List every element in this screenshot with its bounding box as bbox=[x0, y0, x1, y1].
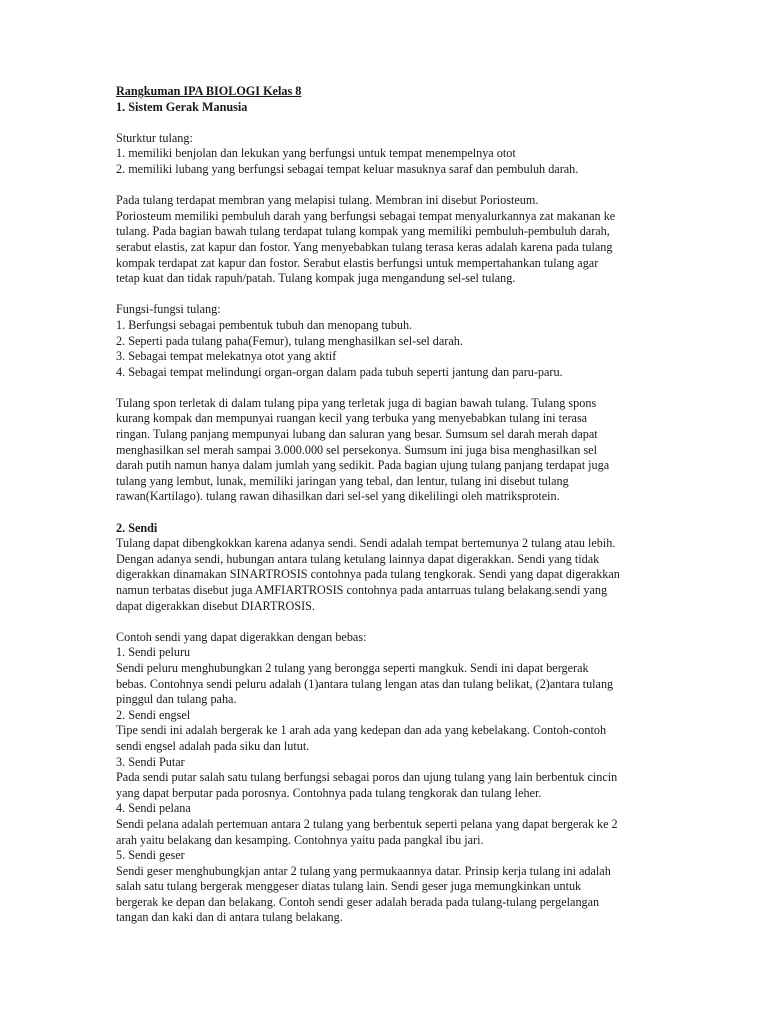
text-line: rawan(Kartilago). tulang rawan dihasilkan dari sel-sel yang dikelilingi oleh matriksprotein. bbox=[116, 489, 560, 504]
text-line: kompak terdapat zat kapur dan fostor. Serabut elastis berfungsi untuk mempertahankan tulang agar bbox=[116, 255, 599, 270]
text-line: namun terbatas disebut juga AMFIARTROSIS contohnya pada antarruas tulang belakang.sendi yang bbox=[116, 583, 608, 597]
paragraph-tulang-spon bbox=[116, 396, 668, 505]
joint-sendi-putar bbox=[116, 755, 668, 802]
joint-sendi-engsel bbox=[116, 708, 668, 755]
text-line: Poriosteum memiliki pembuluh darah yang berfungsi sebagai tempat menyalurkannya zat makanan ke bbox=[116, 208, 616, 223]
text-line: tetap kuat dan tidak rapuh/patah. Tulang kompak juga mengandung sel-sel tulang. bbox=[116, 271, 516, 286]
list-item: 3. Sebagai tempat melekatnya otot yang aktif bbox=[116, 349, 337, 364]
joint-name: 1. Sendi peluru bbox=[116, 645, 191, 660]
text-line: Tulang spon terletak di dalam tulang pipa yang terletak juga di bagian bawah tulang. Tulang spons bbox=[116, 395, 597, 410]
text-line: tulang yang lembut, lunak, memiliki jaringan yang tebal, dan lentur, tulang ini disebut tulang bbox=[116, 473, 569, 488]
fungsi-list bbox=[116, 318, 668, 380]
joint-name: 2. Sendi engsel bbox=[116, 707, 191, 722]
list-item: 1. Berfungsi sebagai pembentuk tubuh dan menopang tubuh. bbox=[116, 317, 413, 332]
joint-sendi-geser bbox=[116, 848, 668, 926]
list-item: 1. memiliki benjolan dan lekukan yang berfungsi untuk tempat menempelnya otot bbox=[116, 146, 516, 161]
text-line: arah yaitu belakang dan kesamping. Contohnya yaitu pada pangkal ibu jari. bbox=[116, 832, 484, 847]
text-line: tangan dan kaki dan di antara tulang belakang. bbox=[116, 910, 343, 925]
paragraph-periosteum bbox=[116, 193, 668, 287]
text-line: bebas. Contohnya sendi peluru adalah (1)antara tulang lengan atas dan tulang belikat, (2)antara tulang bbox=[116, 676, 614, 691]
text-line: Pada tulang terdapat membran yang melapisi tulang. Membran ini disebut Poriosteum. bbox=[116, 193, 539, 208]
text-line: yang dapat berputar pada porosnya. Contohnya pada tulang tengkorak dan tulang leher. bbox=[116, 785, 542, 800]
section2-heading: 2. Sendi bbox=[116, 520, 158, 535]
text-line: Tulang dapat dibengkokkan karena adanya sendi. Sendi adalah tempat bertemunya 2 tulang atau lebih. bbox=[116, 536, 616, 551]
fungsi-label: Fungsi-fungsi tulang: bbox=[116, 302, 221, 317]
text-line: sendi engsel adalah pada siku dan lutut. bbox=[116, 738, 310, 753]
text-line: darah putih namun hanya dalam jumlah yang sedikit. Pada bagian ujung tulang panjang terdapat juga bbox=[116, 458, 610, 473]
struktur-list bbox=[116, 146, 668, 177]
text-line: Dengan adanya sendi, hubungan antara tulang ketulang lainnya dapat digerakkan. Sendi yang tidak bbox=[116, 551, 600, 566]
text-line: ringan. Tulang panjang mempunyai lubang dan saluran yang besar. Sumsum sel darah merah dapat bbox=[116, 427, 598, 442]
text-line: Sendi geser menghubungkjan antar 2 tulang yang permukaannya datar. Prinsip kerja tulang ini adalah bbox=[116, 863, 611, 878]
text-line: dapat digerakkan disebut DIARTROSIS. bbox=[116, 598, 315, 613]
text-line: bergerak ke depan dan belakang. Contoh sendi geser adalah berada pada tulang-tulang pergelangan bbox=[116, 894, 600, 909]
joint-sendi-peluru bbox=[116, 645, 668, 707]
text-line: Tipe sendi ini adalah bergerak ke 1 arah ada yang kedepan dan ada yang kebelakang. Contoh-contoh bbox=[116, 723, 607, 738]
paragraph-sendi-intro bbox=[116, 536, 668, 614]
text-line: kurang kompak dan mempunyai ruangan kecil yang terbuka yang menyebabkan tulang ini terasa bbox=[116, 411, 588, 426]
joint-name: 5. Sendi geser bbox=[116, 848, 185, 863]
text-line: Sendi pelana adalah pertemuan antara 2 tulang yang berbentuk seperti pelana yang dapat bergerak ke 2 bbox=[116, 816, 618, 831]
text-line: digerakkan dinamakan SINARTROSIS contohnya pada tulang tengkorak. Sendi yang dapat digerakkan bbox=[116, 567, 620, 582]
text-line: menghasilkan sel merah sampai 3.000.000 sel persekonya. Sumsum ini juga bisa menghasilkan sel bbox=[116, 442, 597, 457]
joint-sendi-pelana bbox=[116, 801, 668, 848]
struktur-label: Sturktur tulang: bbox=[116, 130, 193, 145]
document-title: Rangkuman IPA BIOLOGI Kelas 8 bbox=[116, 84, 302, 98]
text-line: Sendi peluru menghubungkan 2 tulang yang berongga seperti mangkuk. Sendi ini dapat bergerak bbox=[116, 660, 589, 675]
text-line: pinggul dan tulang paha. bbox=[116, 692, 237, 707]
text-line: salah satu tulang bergerak menggeser diatas tulang lain. Sendi geser juga memungkinkan untuk bbox=[116, 879, 582, 894]
text-line: serabut elastis, zat kapur dan fostor. Yang menyebabkan tulang terasa keras adalah karena pada tulang bbox=[116, 239, 613, 254]
contoh-label: Contoh sendi yang dapat digerakkan dengan bebas: bbox=[116, 629, 367, 644]
list-item: 4. Sebagai tempat melindungi organ-organ dalam pada tubuh seperti jantung dan paru-paru. bbox=[116, 364, 563, 379]
list-item: 2. Seperti pada tulang paha(Femur), tulang menghasilkan sel-sel darah. bbox=[116, 333, 463, 348]
joint-name: 3. Sendi Putar bbox=[116, 754, 185, 769]
text-line: Pada sendi putar salah satu tulang berfungsi sebagai poros dan ujung tulang yang lain berbentuk cincin bbox=[116, 770, 618, 785]
joint-name: 4. Sendi pelana bbox=[116, 801, 191, 816]
section1-heading: 1. Sistem Gerak Manusia bbox=[116, 99, 248, 114]
list-item: 2. memiliki lubang yang berfungsi sebagai tempat keluar masuknya saraf dan pembuluh darah. bbox=[116, 161, 579, 176]
text-line: tulang. Pada bagian bawah tulang terdapat tulang kompak yang memiliki pembuluh-pembuluh darah, bbox=[116, 224, 610, 239]
